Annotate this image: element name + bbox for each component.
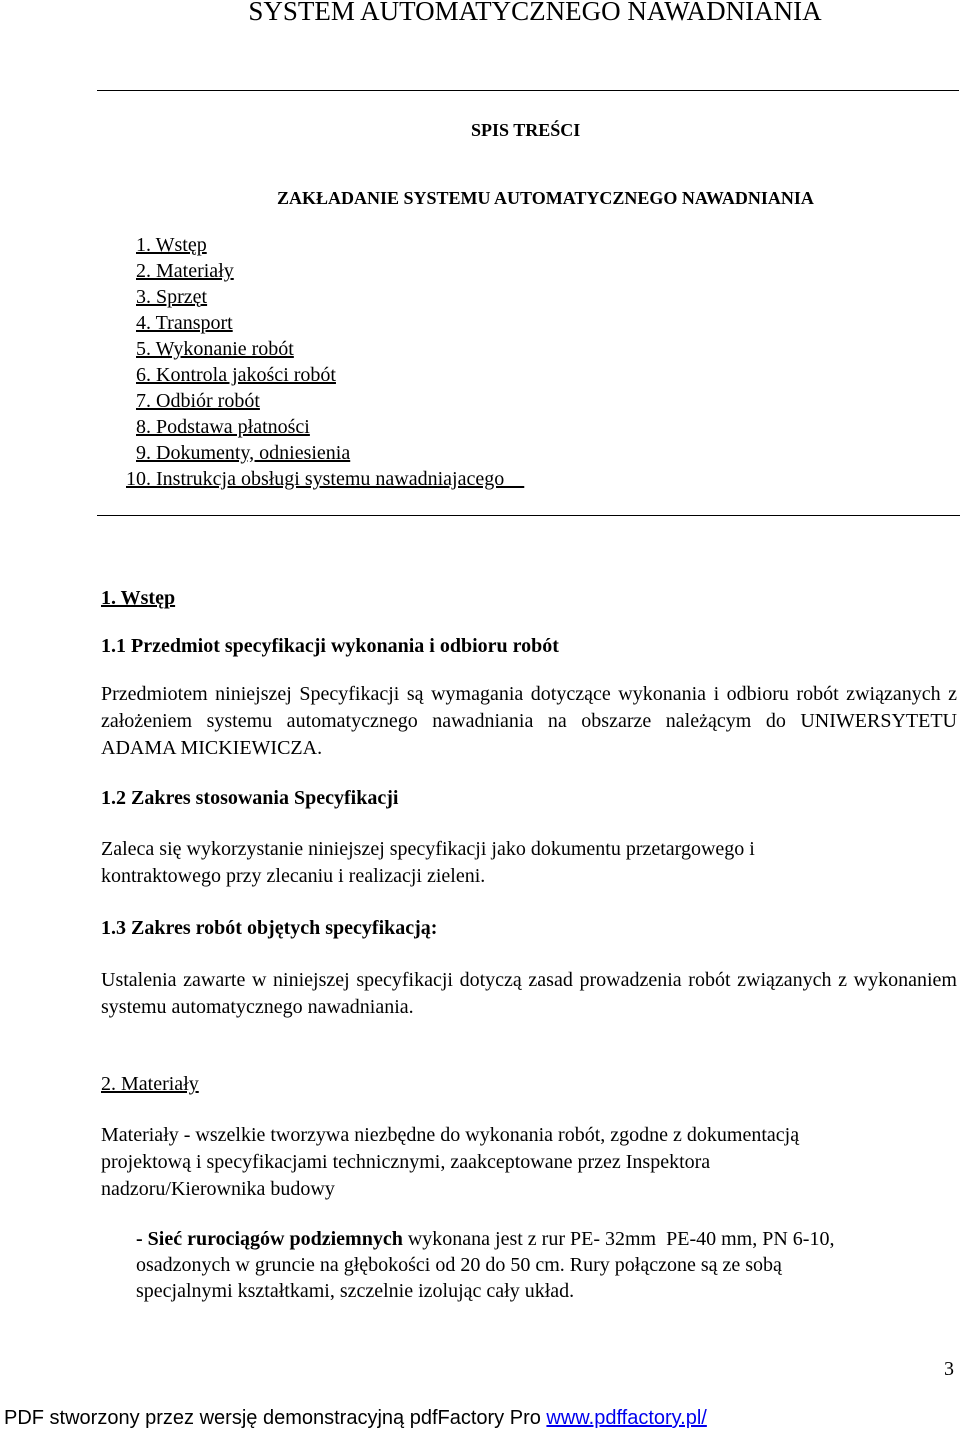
subsection-1-1-text: Przedmiotem niniejszej Specyfikacji są wymagania dotyczące wykonania i odbioru robót związanych z założeniem systemu automatycznego nawadniania na obszarze należącym do UNIWERSYTETU ADAMA MICKIEWICZA. bbox=[101, 683, 957, 759]
toc-subheading: ZAKŁADANIE SYSTEMU AUTOMATYCZNEGO NAWADNIANIA bbox=[277, 188, 814, 208]
toc-item[interactable]: 9. Dokumenty, odniesienia bbox=[136, 442, 351, 464]
section-2-line: projektową i specyfikacjami technicznymi, zaakceptowane przez Inspektora bbox=[101, 1151, 711, 1173]
subsection-1-2-heading: 1.2 Zakres stosowania Specyfikacji bbox=[101, 787, 399, 809]
bullet-line-2: osadzonych w gruncie na głębokości od 20 do 50 cm. Rury połączone są ze sobą bbox=[136, 1254, 782, 1276]
bullet-text: wykonana jest z rur PE- 32mm PE-40 mm, PN 6-10, bbox=[402, 1228, 835, 1250]
subsection-1-2-line: Zaleca się wykorzystanie niniejszej specyfikacji jako dokumentu przetargowego i bbox=[101, 838, 755, 860]
toc-heading: SPIS TREŚCI bbox=[471, 120, 581, 140]
toc-item[interactable]: 1. Wstęp bbox=[136, 234, 207, 256]
subsection-1-3-text: Ustalenia zawarte w niniejszej specyfikacji dotyczą zasad prowadzenia robót związanych z wykonaniem systemu automatycznego nawadniania. bbox=[101, 969, 957, 1018]
toc-item[interactable]: 10. Instrukcja obsługi systemu nawadniajacego bbox=[126, 468, 525, 490]
subsection-1-1-heading: 1.1 Przedmiot specyfikacji wykonania i odbioru robót bbox=[101, 635, 559, 657]
document-title: SYSTEM AUTOMATYCZNEGO NAWADNIANIA bbox=[248, 0, 822, 26]
subsection-1-2-line: kontraktowego przy zlecaniu i realizacji zieleni. bbox=[101, 865, 486, 887]
toc-item[interactable]: 2. Materiały bbox=[136, 260, 234, 282]
toc-item[interactable]: 8. Podstawa płatności bbox=[136, 416, 310, 438]
footer-text: PDF stworzony przez wersję demonstracyjną pdfFactory Pro bbox=[4, 1407, 547, 1429]
top-divider bbox=[97, 90, 959, 91]
section-2-line: Materiały - wszelkie tworzywa niezbędne do wykonania robót, zgodne z dokumentacją bbox=[101, 1124, 800, 1146]
footer bbox=[4, 1407, 707, 1430]
toc-divider bbox=[97, 515, 960, 516]
subsection-1-3-heading: 1.3 Zakres robót objętych specyfikacją: bbox=[101, 917, 438, 939]
toc-item[interactable]: 3. Sprzęt bbox=[136, 286, 208, 308]
section-2-heading: 2. Materiały bbox=[101, 1073, 199, 1095]
bullet-label: - Sieć rurociągów podziemnych bbox=[136, 1228, 403, 1250]
footer-link[interactable]: www.pdffactory.pl/ bbox=[546, 1407, 707, 1429]
bullet-line-3: specjalnymi kształtkami, szczelnie izolując cały układ. bbox=[136, 1280, 575, 1302]
page-number: 3 bbox=[944, 1358, 954, 1380]
toc-item[interactable]: 5. Wykonanie robót bbox=[136, 338, 294, 360]
toc-item[interactable]: 4. Transport bbox=[136, 312, 233, 334]
bullet-line-1 bbox=[136, 1228, 834, 1251]
toc-list bbox=[126, 232, 525, 492]
section-2-line: nadzoru/Kierownika budowy bbox=[101, 1178, 335, 1200]
toc-item[interactable]: 7. Odbiór robót bbox=[136, 390, 260, 412]
toc-item[interactable]: 6. Kontrola jakości robót bbox=[136, 364, 336, 386]
section-1-heading: 1. Wstęp bbox=[101, 587, 176, 609]
